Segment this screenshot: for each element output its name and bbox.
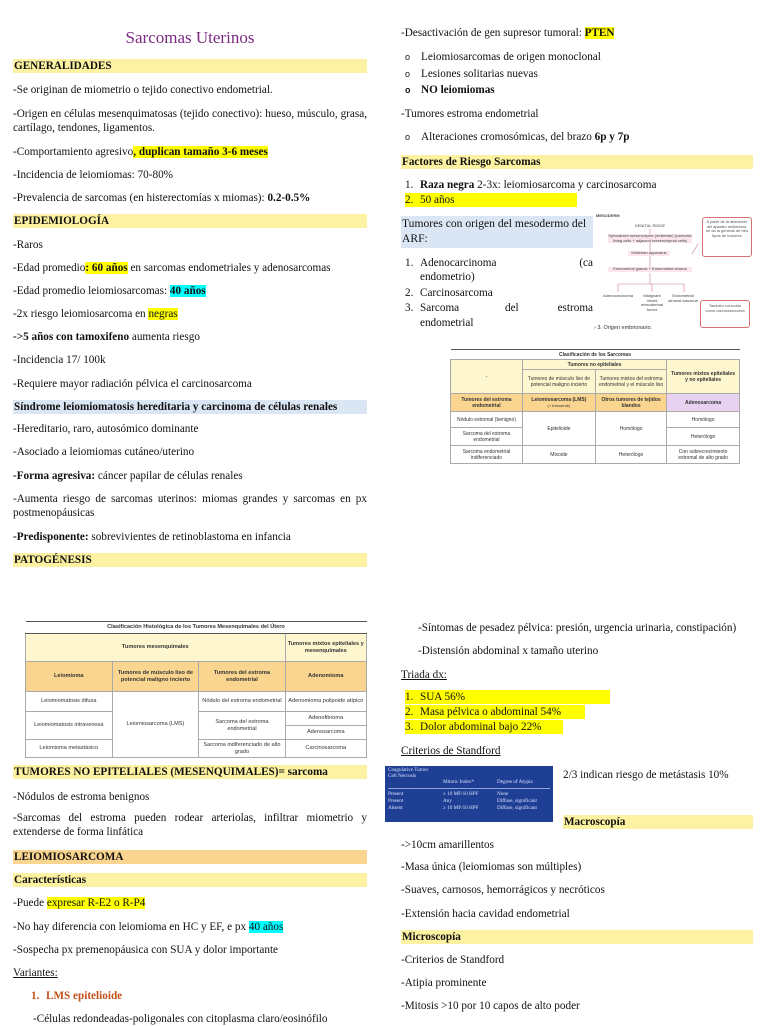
- numbered-item: [405, 286, 593, 300]
- table-col-header-note: (+ frecuente): [547, 402, 571, 408]
- stanford-cell: Any: [443, 798, 452, 804]
- text-bold: ->5 años con tamoxifeno: [13, 331, 130, 343]
- numbered-item: [405, 720, 563, 734]
- stanford-cell: Present: [388, 798, 404, 804]
- text-line: -Hereditario, raro, autosómico dominante: [13, 423, 199, 435]
- stanford-header: Mitotic Index*: [443, 779, 474, 785]
- table-cell: Leiomiosarcoma (LMS): [112, 692, 199, 758]
- stanford-cell: Diffuse, significant: [497, 805, 537, 811]
- table-title: Clasificación de los Sarcomas: [451, 350, 740, 360]
- table-group-header: Tumores mixtos epiteliales y no epiteliales: [667, 360, 740, 394]
- stanford-cell: ≥ 10 MF/10 HPF: [443, 805, 479, 811]
- table-col-header: [522, 394, 595, 412]
- section-header-epidemiologia: EPIDEMIOLOGÍA: [13, 214, 367, 228]
- table-cell: Epitelioide: [522, 412, 595, 446]
- text-line: -Distensión abdominal x tamaño uterino: [418, 645, 599, 657]
- item-continuation: endometrial: [420, 317, 474, 329]
- text-line: [13, 920, 367, 934]
- table-cell: -: [451, 360, 523, 394]
- item-number: 2.: [405, 706, 414, 718]
- subsection-header-caracteristicas: Características: [13, 873, 367, 887]
- text-run: -Puede: [13, 897, 47, 909]
- item-text: Adenocarcinoma: [420, 257, 497, 269]
- text-run: -Comportamiento agresivo: [13, 146, 134, 158]
- text-line: [13, 284, 367, 298]
- text-line: -Síntomas de pesadez pélvica: presión, urgencia urinaria, constipación): [418, 622, 737, 634]
- table-col-header-text: Leiomiosarcoma (LMS): [531, 396, 587, 403]
- table-cell: Homólogo: [595, 412, 666, 446]
- item-text: estroma: [557, 302, 593, 314]
- text-bold: -Forma agresiva:: [13, 470, 96, 482]
- text-line: [13, 896, 367, 910]
- text-run: -Desactivación de gen supresor tumoral:: [401, 27, 585, 39]
- text-run: cáncer papilar de células renales: [95, 470, 243, 482]
- table-group-header: Tumores no epiteliales: [522, 360, 666, 370]
- text-line: -Raros: [13, 239, 43, 251]
- item-number: 1.: [405, 179, 414, 191]
- text-line: [13, 191, 367, 205]
- bullet-item: [421, 130, 751, 144]
- highlight: 40 años: [248, 921, 284, 933]
- section-header-macroscopia: Macroscopía: [563, 815, 753, 829]
- section-header-microscopia: Microscopía: [401, 930, 753, 944]
- text-line: -Mitosis >10 por 10 capos de alto poder: [401, 1000, 580, 1012]
- text-line: -Células redondeadas-poligonales con citoplasma claro/eosinófilo: [33, 1013, 328, 1025]
- table-subcell: Adenofibroma: [286, 712, 366, 726]
- text-run: -Edad promedio leiomiosarcomas:: [13, 285, 170, 297]
- text-line: -Incidencia 17/ 100k: [13, 354, 106, 366]
- table-cell: Sarcoma del estroma endometrial: [451, 428, 523, 446]
- item-number: 1.: [405, 257, 414, 269]
- text-run: -Edad promedio: [13, 262, 86, 274]
- figure-leaf: Malignant mixed mesodermal tumor: [640, 293, 663, 312]
- numbered-item: [405, 178, 745, 192]
- text-line: -Requiere mayor radiación pélvica el carcinosarcoma: [13, 378, 252, 390]
- item-number: 1.: [31, 990, 40, 1002]
- stanford-divider: [388, 788, 550, 789]
- figure-note: También conocido como carcinosarcoma: [700, 300, 750, 328]
- triada-label: Triada dx:: [401, 669, 447, 681]
- left-column: [13, 0, 367, 1024]
- text-paragraph: -Sarcomas del estroma pueden rodear arteriolas, infiltrar miometrio y extenderse de forma linfática: [13, 812, 367, 838]
- numbered-item: [31, 989, 385, 1003]
- page-title: Sarcomas Uterinos: [125, 28, 255, 47]
- bullet-item: o Leiomiosarcomas de origen monoclonal: [421, 50, 751, 64]
- text-paragraph: -Aumenta riesgo de sarcomas uterinos: miomas grandes y sarcomas en px postmenopáusicas: [13, 493, 367, 519]
- item-number: 2.: [405, 287, 414, 299]
- right-column: [388, 0, 753, 1024]
- figure-box: Müllerian apparatus: [628, 251, 670, 256]
- highlight: negras: [148, 308, 178, 320]
- highlight: PTEN: [584, 27, 615, 39]
- stanford-cell: Present: [388, 791, 404, 797]
- figure-leaf: Adenocarcinoma: [602, 293, 634, 298]
- table-cell: Mixoide: [522, 446, 595, 464]
- text-run: -Prevalencia de sarcomas (en histerectomías x miomas):: [13, 192, 268, 204]
- section-header-leiomiosarcoma: LEIOMIOSARCOMA: [13, 850, 367, 864]
- item-text: 50 años: [420, 194, 455, 206]
- classification-table-sarcomas: [450, 349, 740, 464]
- highlight: expresar R-E2 o R-P4: [46, 897, 146, 909]
- text-line: [13, 145, 367, 159]
- text-line: [13, 530, 367, 544]
- item-text: (ca: [579, 257, 593, 269]
- stanford-cell: None: [497, 791, 509, 797]
- table-col-header: Tumores de músculo liso de potencial maligno incierto: [112, 662, 199, 692]
- item-number: 3.: [405, 302, 414, 314]
- text-line: -Incidencia de leiomiomas: 70-80%: [13, 169, 173, 181]
- bullet-item: o Lesiones solitarias nuevas: [421, 67, 751, 81]
- text-line: [13, 330, 367, 344]
- figure-box: Endometrial glands + Endometrial stroma: [608, 267, 692, 272]
- stanford-header: Degree of Atypia: [497, 779, 533, 785]
- numbered-item: [405, 193, 577, 207]
- table-cell: Adenomioma polipoide atípico: [285, 692, 366, 712]
- table-col-header: Tumores del estroma endometrial: [451, 394, 523, 412]
- table-group-header: Tumores mesenquimales: [26, 634, 286, 662]
- table-cell: Con sobrecrecimiento estromal de alto grado: [667, 446, 740, 464]
- table-cell: Sarcoma indiferenciado de alto grado: [199, 740, 285, 758]
- numbered-item: [405, 705, 585, 719]
- figure-box: Specialized mesenchyme (müllerian) (coelomic lining cells + adjacent mesenchymal cells): [608, 233, 692, 243]
- numbered-item: [405, 690, 610, 704]
- text-line: -Criterios de Standford: [401, 954, 505, 966]
- text-line: [401, 26, 753, 40]
- arf-header: Tumores con origen del mesodermo del ARF:: [401, 216, 593, 248]
- item-text: Carcinosarcoma: [420, 287, 493, 299]
- item-number: 3.: [405, 721, 414, 733]
- item-text: Dolor abdominal bajo 22%: [420, 721, 542, 733]
- item-number: 2.: [405, 194, 414, 206]
- highlight: , duplican tamaño 3-6 meses: [133, 146, 268, 158]
- highlight: 40 años: [169, 285, 206, 297]
- text-line: -Atipia prominente: [401, 977, 487, 989]
- text-run: sobrevivientes de retinoblastoma en infancia: [88, 531, 291, 543]
- table-cell: Nódulo estromal (benigno): [451, 412, 523, 428]
- figure-leaf: Endometrial stromal sarcoma: [668, 293, 698, 303]
- text-paragraph: -Origen en células mesenquimatosas (tejido conectivo): hueso, músculo, grasa, cartílago, tendones, ligamentos.: [13, 108, 367, 134]
- table-cell: Heterólogo: [667, 428, 740, 446]
- text-run: -2x riesgo leiomiosarcoma en: [13, 308, 149, 320]
- table-cell: Carcinosarcoma: [285, 740, 366, 758]
- text-line: [13, 261, 367, 275]
- stanford-cell: Absent: [388, 805, 403, 811]
- stanford-criteria-image: [385, 766, 553, 822]
- text-run: 2-3x: leiomiosarcoma y carcinosarcoma: [474, 179, 657, 191]
- text-line: -Sospecha px premenopáusica con SUA y dolor importante: [13, 944, 279, 956]
- item-text: Masa pélvica o abdominal 54%: [420, 706, 562, 718]
- table-cell: Homólogo: [667, 412, 740, 428]
- text-line: -Nódulos de estroma benignos: [13, 791, 150, 803]
- table-cell: Sarcoma del estroma endometrial: [199, 712, 285, 740]
- table-cell: Heterólogo: [595, 446, 666, 464]
- text-line: [13, 469, 367, 483]
- table-cell: [285, 712, 366, 740]
- numbered-item: [405, 301, 593, 315]
- stanford-cell: ≥ 10 MF/10 HPF: [443, 791, 479, 797]
- numbered-item: [405, 256, 593, 270]
- item-text: LMS epitelioide: [46, 990, 123, 1002]
- stanford-header: Coagulative Tumor Cell Necrosis: [388, 767, 429, 779]
- text-line: -Se originan de miometrio o tejido conectivo endometrial.: [13, 84, 273, 96]
- section-header-factores: Factores de Riesgo Sarcomas: [401, 155, 753, 169]
- item-text: del: [505, 302, 519, 314]
- highlight: : 60 años: [85, 262, 128, 274]
- text-line: -Asociado a leiomiomas cutáneo/uterino: [13, 446, 195, 458]
- figure-label: MESODERM: [596, 213, 620, 218]
- table-col-header: Tumores del estroma endometrial: [199, 662, 285, 692]
- figure-caption: › 3. Origen embrionario.: [594, 325, 653, 331]
- text-bold: -Predisponente:: [13, 531, 89, 543]
- text-run: en sarcomas endometriales y adenosarcomas: [127, 262, 331, 274]
- table-cell: Nódulo del estroma endometrial: [199, 692, 285, 712]
- text-line: -Masa única (leiomiomas son múltiples): [401, 861, 582, 873]
- criterios-note: 2/3 indican riesgo de metástasis 10%: [563, 769, 729, 781]
- table-cell: Sarcoma endometrial indiferenciado: [451, 446, 523, 464]
- section-header-no-epiteliales: TUMORES NO EPITELIALES (MESENQUIMALES)= sarcoma: [13, 765, 367, 779]
- table-cell: Leiomiomatosis difusa: [26, 692, 113, 712]
- section-header-sindrome: Síndrome leiomiomatosis hereditaria y carcinoma de células renales: [13, 400, 367, 414]
- text-bold: Raza negra: [420, 179, 475, 191]
- criterios-label: Criterios de Standford: [401, 745, 501, 757]
- item-continuation: endometrio): [420, 271, 475, 283]
- table-col-header: Leiomioma: [26, 662, 113, 692]
- text-line: -Tumores estroma endometrial: [401, 108, 539, 120]
- table-col-header: Adenomioma: [285, 662, 366, 692]
- section-header-generalidades: GENERALIDADES: [13, 59, 367, 73]
- bullet-item: o NO leiomiomas: [421, 83, 751, 97]
- item-text: Sarcoma: [420, 302, 460, 314]
- text-line: -Suaves, carnosos, hemorrágicos y necróticos: [401, 884, 605, 896]
- table-cell: Leiomioma metastásico: [26, 740, 113, 758]
- table-title: Clasificación Histológica de los Tumores Mesenquimales del Útero: [26, 622, 367, 634]
- text-bold: 0.2-0.5%: [267, 192, 311, 204]
- table-cell: Leiomiomatosis intravenosa: [26, 712, 113, 740]
- table-col-header: Adenosarcoma: [667, 394, 740, 412]
- table-subheader: Tumores mixtos del estroma endometrial y el músculo liso: [595, 370, 666, 394]
- table-col-header: Otros tumores de tejidos blandos: [595, 394, 666, 412]
- table-subcell: Adenosarcoma: [306, 729, 345, 735]
- text-line: [13, 307, 367, 321]
- table-group-header: Tumores mixtos epiteliales y mesenquimales: [285, 634, 366, 662]
- section-header-patogenesis: PATOGÉNESIS: [13, 553, 367, 567]
- text-line: ->10cm amarillentos: [401, 839, 494, 851]
- figure-label: GENITAL RIDGE: [634, 223, 666, 228]
- text-bold: 6p y 7p: [594, 131, 630, 143]
- text-run: Alteraciones cromosómicas, del brazo: [421, 131, 595, 143]
- item-text: SUA 56%: [420, 691, 466, 703]
- variantes-label: Variantes:: [13, 967, 58, 979]
- embryology-figure: [594, 212, 754, 336]
- figure-note: A partir de la alteración del aparato mülleriano, se da la génesis de tres tipos de tumores: [702, 217, 752, 257]
- table-subheader: Tumores de músculo liso de potencial maligno incierto: [522, 370, 595, 394]
- text-run: -No hay diferencia con leiomioma en HC y EF, e px: [13, 921, 249, 933]
- text-run: aumenta riesgo: [129, 331, 200, 343]
- text-line: -Extensión hacia cavidad endometrial: [401, 908, 570, 920]
- item-number: 1.: [405, 691, 414, 703]
- stanford-cell: Diffuse, significant: [497, 798, 537, 804]
- classification-table-mesenquimales: [25, 621, 367, 758]
